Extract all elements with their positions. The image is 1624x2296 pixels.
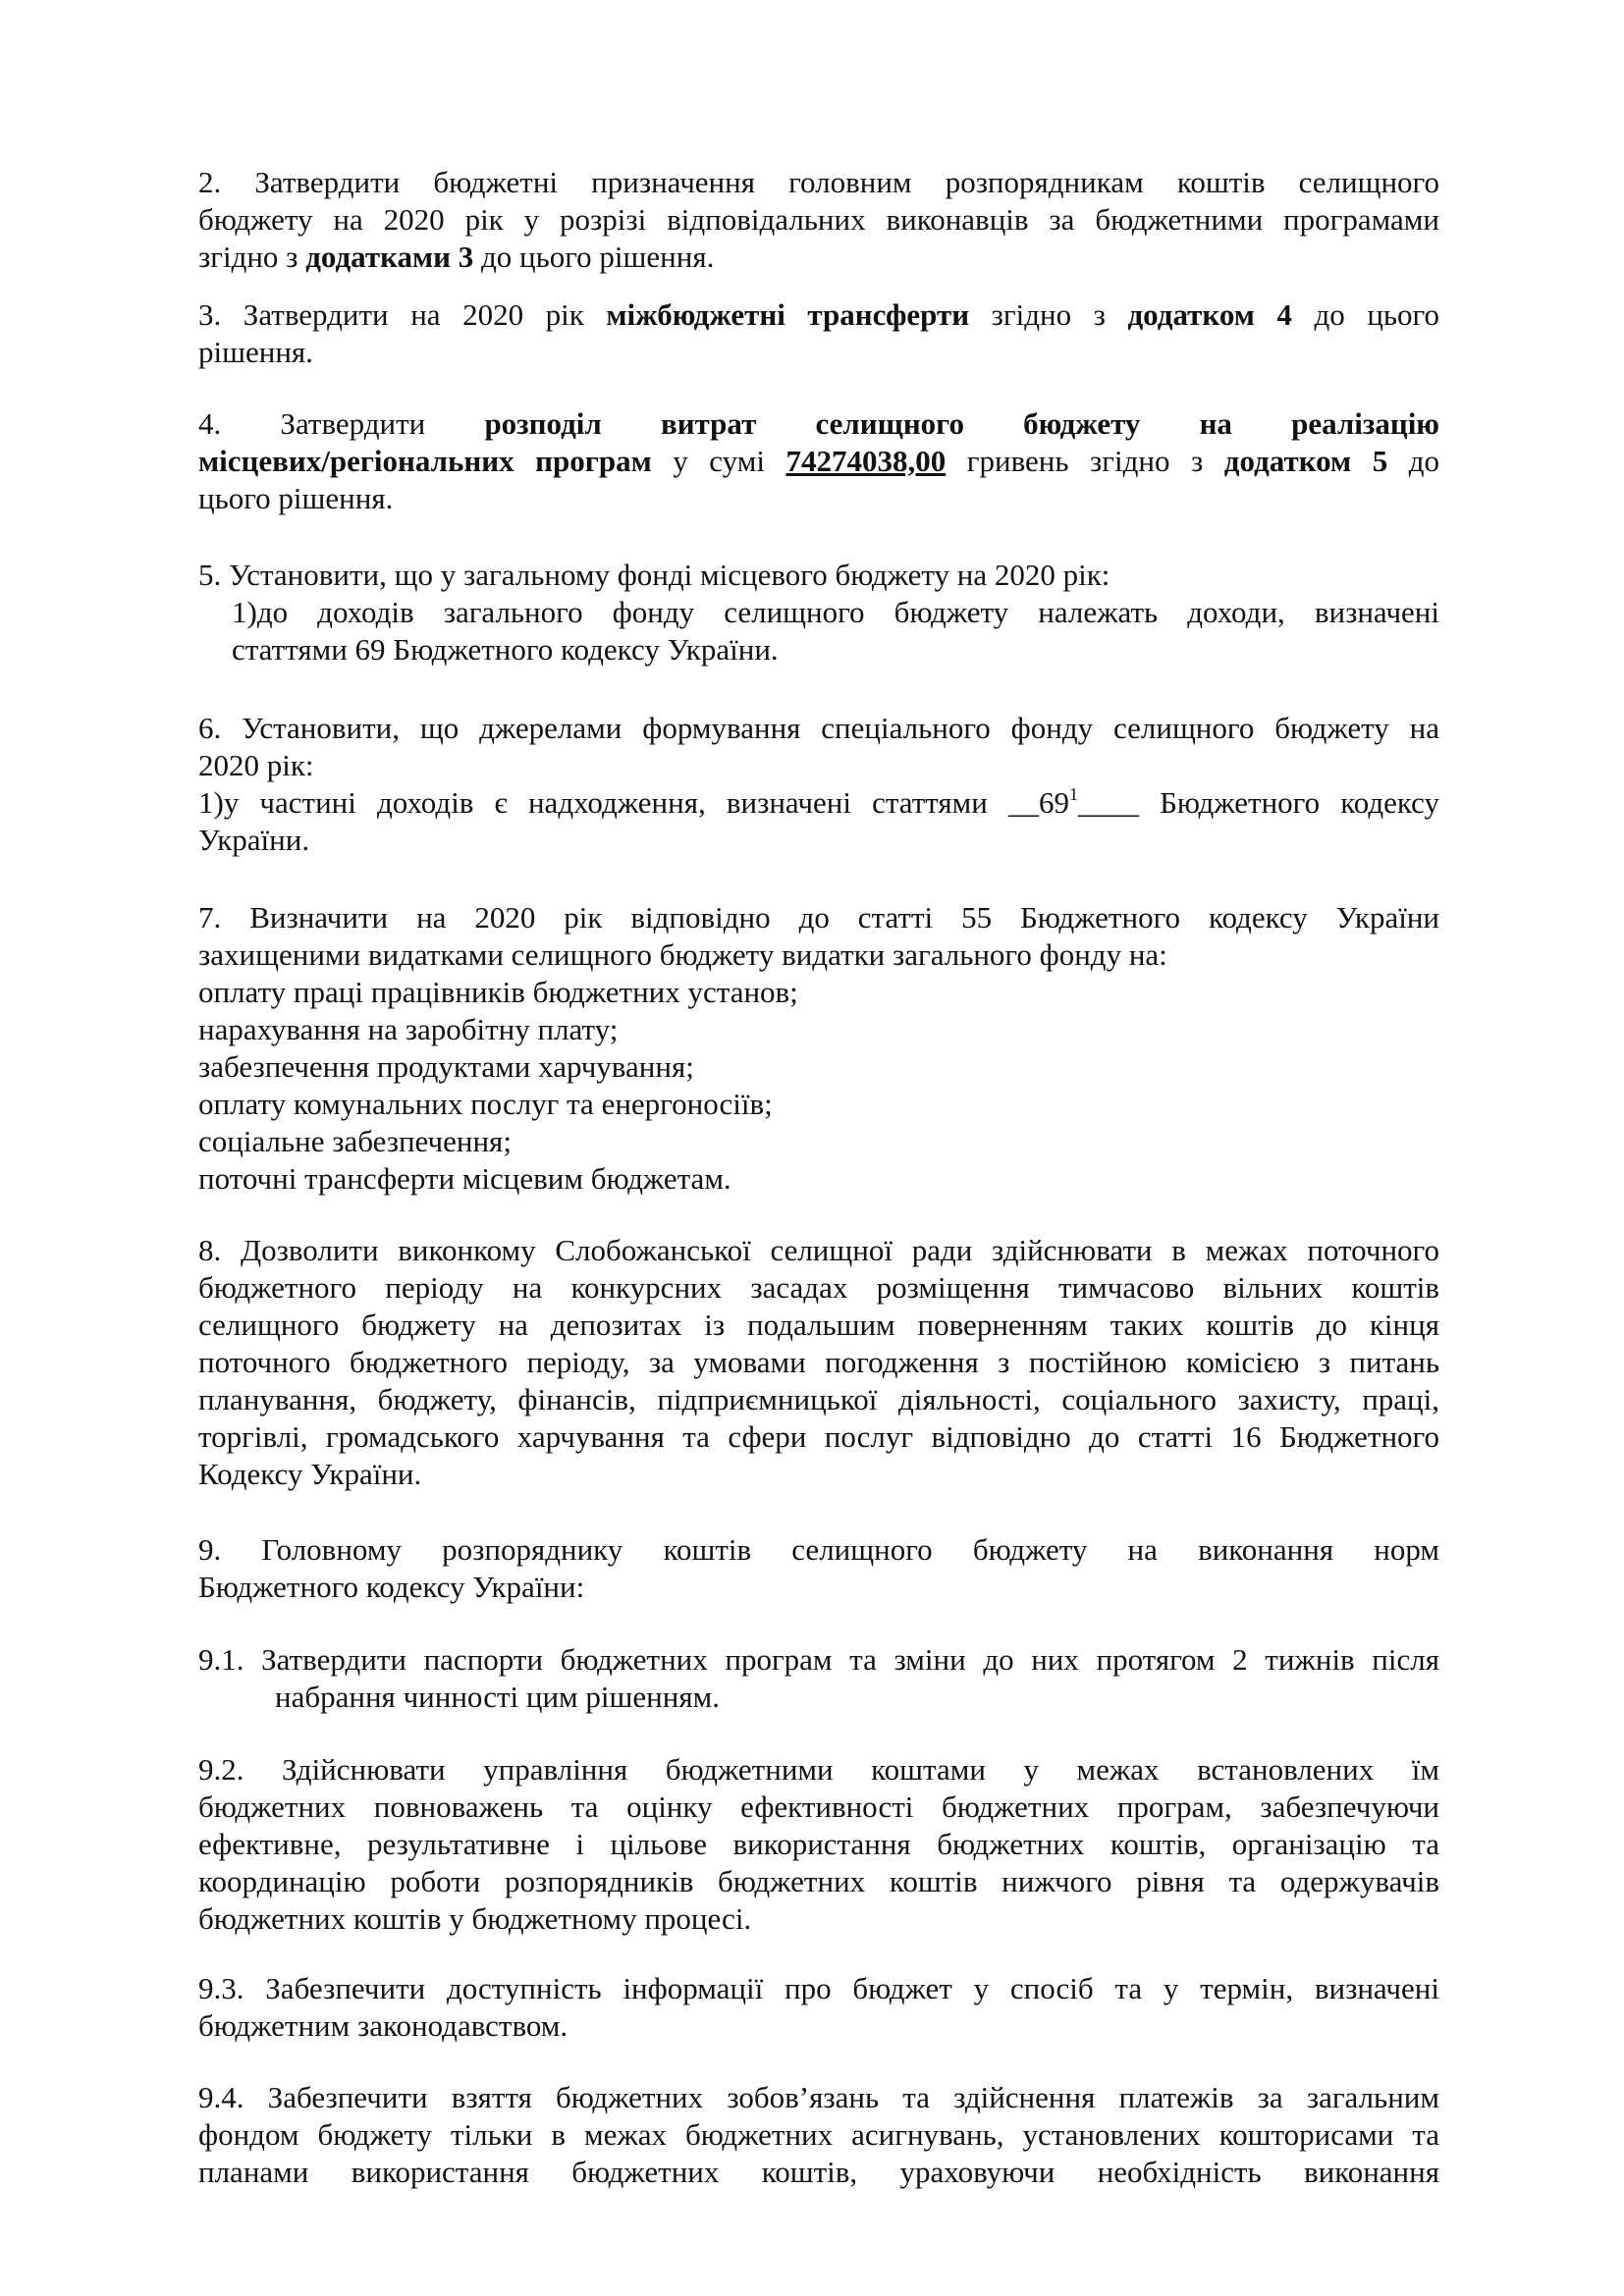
p8-line: поточного бюджетного періоду, за умовами погодження з постійною комісією з питань	[198, 1345, 1439, 1379]
p2-line-1: 2. Затвердити бюджетні призначення головним розпорядникам коштів селищного	[198, 165, 1439, 199]
paragraph-9-2	[198, 1751, 1439, 1938]
p4-text: 4. Затвердити	[198, 406, 485, 441]
paragraph-2	[198, 164, 1439, 276]
p4-appendix-ref: додатком 5	[1223, 444, 1388, 478]
p94-line: 9.4. Забезпечити взяття бюджетних зобов’язань та здійснення платежів за загальним	[198, 2080, 1439, 2114]
p9-line-2: Бюджетного кодексу України:	[198, 1570, 585, 1604]
p93-line-1: 9.3. Забезпечити доступність інформації про бюджет у спосіб та у термін, визначені	[198, 1971, 1439, 2005]
paragraph-9-4	[198, 2079, 1439, 2191]
p7-list-item: забезпечення продуктами харчування;	[198, 1049, 694, 1084]
paragraph-5	[198, 557, 1439, 668]
p92-line: бюджетних коштів у бюджетному процесі.	[198, 1901, 752, 1936]
p4-text-mid: гривень згідно з	[946, 444, 1224, 478]
p2-text: згідно з	[198, 240, 306, 274]
p7-line-1: 7. Визначити на 2020 рік відповідно до статті 55 Бюджетного кодексу України	[198, 900, 1439, 934]
paragraph-4	[198, 405, 1439, 517]
p2-text-end: до цього рішення.	[473, 240, 715, 274]
paragraph-7	[198, 899, 1439, 1198]
paragraph-9-3	[198, 1970, 1439, 2045]
p8-line: 8. Дозволити виконкому Слобожанської селищної ради здійснювати в межах поточного	[198, 1233, 1439, 1267]
paragraph-3	[198, 296, 1439, 371]
p6-line-2: 2020 рік:	[198, 748, 314, 782]
p5-line-1: 5. Установити, що у загальному фонді місцевого бюджету на 2020 рік:	[198, 558, 1110, 592]
p4-distribution: розподіл витрат селищного бюджету на реалізацію	[484, 406, 1439, 441]
p4-amount: 74274038,00	[785, 444, 947, 478]
p5-line-3: статтями 69 Бюджетного кодексу України.	[232, 632, 779, 667]
paragraph-9-1	[198, 1641, 1439, 1716]
p2-line-2: бюджету на 2020 рік у розрізі відповідальних виконавців за бюджетними програмами	[198, 202, 1439, 237]
p4-line-1	[198, 405, 1439, 443]
p92-line: координацію роботи розпорядників бюджетних коштів нижчого рівня та одержувачів	[198, 1864, 1439, 1898]
p6-line-4: України.	[198, 823, 310, 857]
p7-list-item: соціальне забезпечення;	[198, 1124, 512, 1158]
p6-line-3	[198, 784, 1439, 822]
p92-line: ефективне, результативне і цільове використання бюджетних коштів, організацію та	[198, 1827, 1439, 1861]
p91-line-1: 9.1. Затвердити паспорти бюджетних програм та зміни до них протягом 2 тижнів після	[198, 1642, 1439, 1677]
p7-list-item: поточні трансферти місцевим бюджетам.	[198, 1161, 731, 1196]
p6-text: 1)у частині доходів є надходження, визначені статтями	[198, 785, 1008, 820]
p8-line: Кодексу України.	[198, 1457, 422, 1491]
p91-line-2: набрання чинності цим рішенням.	[275, 1680, 720, 1714]
p4-text-sum: у сумі	[651, 444, 786, 478]
p3-line-2: рішення.	[198, 335, 313, 369]
p6-blank: ___	[1093, 785, 1139, 820]
p8-line: бюджетного періоду на конкурсних засадах розміщення тимчасово вільних коштів	[198, 1270, 1439, 1305]
p6-text-end: Бюджетного кодексу	[1139, 785, 1439, 820]
p3-appendix-ref: додатком 4	[1127, 297, 1292, 332]
p2-line-3	[198, 239, 1439, 276]
p6-line-1: 6. Установити, що джерелами формування спеціального фонду селищного бюджету на	[198, 711, 1439, 745]
p5-line-2: 1)до доходів загального фонду селищного бюджету належать доходи, визначені	[232, 595, 1439, 629]
p92-line: 9.2. Здійснювати управління бюджетними коштами у межах встановлених їм	[198, 1752, 1439, 1787]
p2-appendix-ref: додатками 3	[305, 240, 474, 274]
p7-line-2: захищеними видатками селищного бюджету видатки загального фонду на:	[198, 937, 1167, 972]
p9-line-1: 9. Головному розпоряднику коштів селищного бюджету на виконання норм	[198, 1532, 1439, 1567]
p3-text-end: до цього	[1291, 297, 1439, 332]
p6-article: __69	[1008, 785, 1069, 820]
p4-text-end: до	[1387, 444, 1440, 478]
p92-line: бюджетних повноважень та оцінку ефективності бюджетних програм, забезпечуючи	[198, 1789, 1439, 1824]
p6-superscript: 1	[1069, 783, 1078, 804]
paragraph-9	[198, 1531, 1439, 1606]
p3-line-1	[198, 296, 1439, 334]
p7-list-item: оплату праці працівників бюджетних установ;	[198, 975, 798, 1009]
p3-transfers: міжбюджетні трансферти	[606, 297, 970, 332]
p8-line: торгівлі, громадського харчування та сфери послуг відповідно до статті 16 Бюджетного	[198, 1419, 1439, 1454]
paragraph-8	[198, 1232, 1439, 1493]
paragraph-6	[198, 710, 1439, 859]
p3-text-mid: згідно з	[969, 297, 1128, 332]
p94-line: планами використання бюджетних коштів, ураховуючи необхідність виконання	[198, 2155, 1439, 2189]
p4-programs: місцевих/регіональних програм	[198, 444, 652, 478]
p93-line-2: бюджетним законодавством.	[198, 2008, 568, 2043]
p4-line-2	[198, 443, 1439, 480]
p3-text: 3. Затвердити на 2020 рік	[198, 297, 607, 332]
p4-line-3: цього рішення.	[198, 481, 394, 515]
p8-line: селищного бюджету на депозитах із подальшим поверненням таких коштів до кінця	[198, 1308, 1439, 1342]
p8-line: планування, бюджету, фінансів, підприємницької діяльності, соціального захисту, праці,	[198, 1382, 1439, 1416]
p7-list-item: оплату комунальних послуг та енергоносіїв;	[198, 1087, 773, 1121]
p6-underscore: _	[1078, 785, 1094, 820]
p94-line: фондом бюджету тільки в межах бюджетних асигнувань, установлених кошторисами та	[198, 2117, 1439, 2152]
p7-list-item: нарахування на заробітну плату;	[198, 1012, 619, 1046]
